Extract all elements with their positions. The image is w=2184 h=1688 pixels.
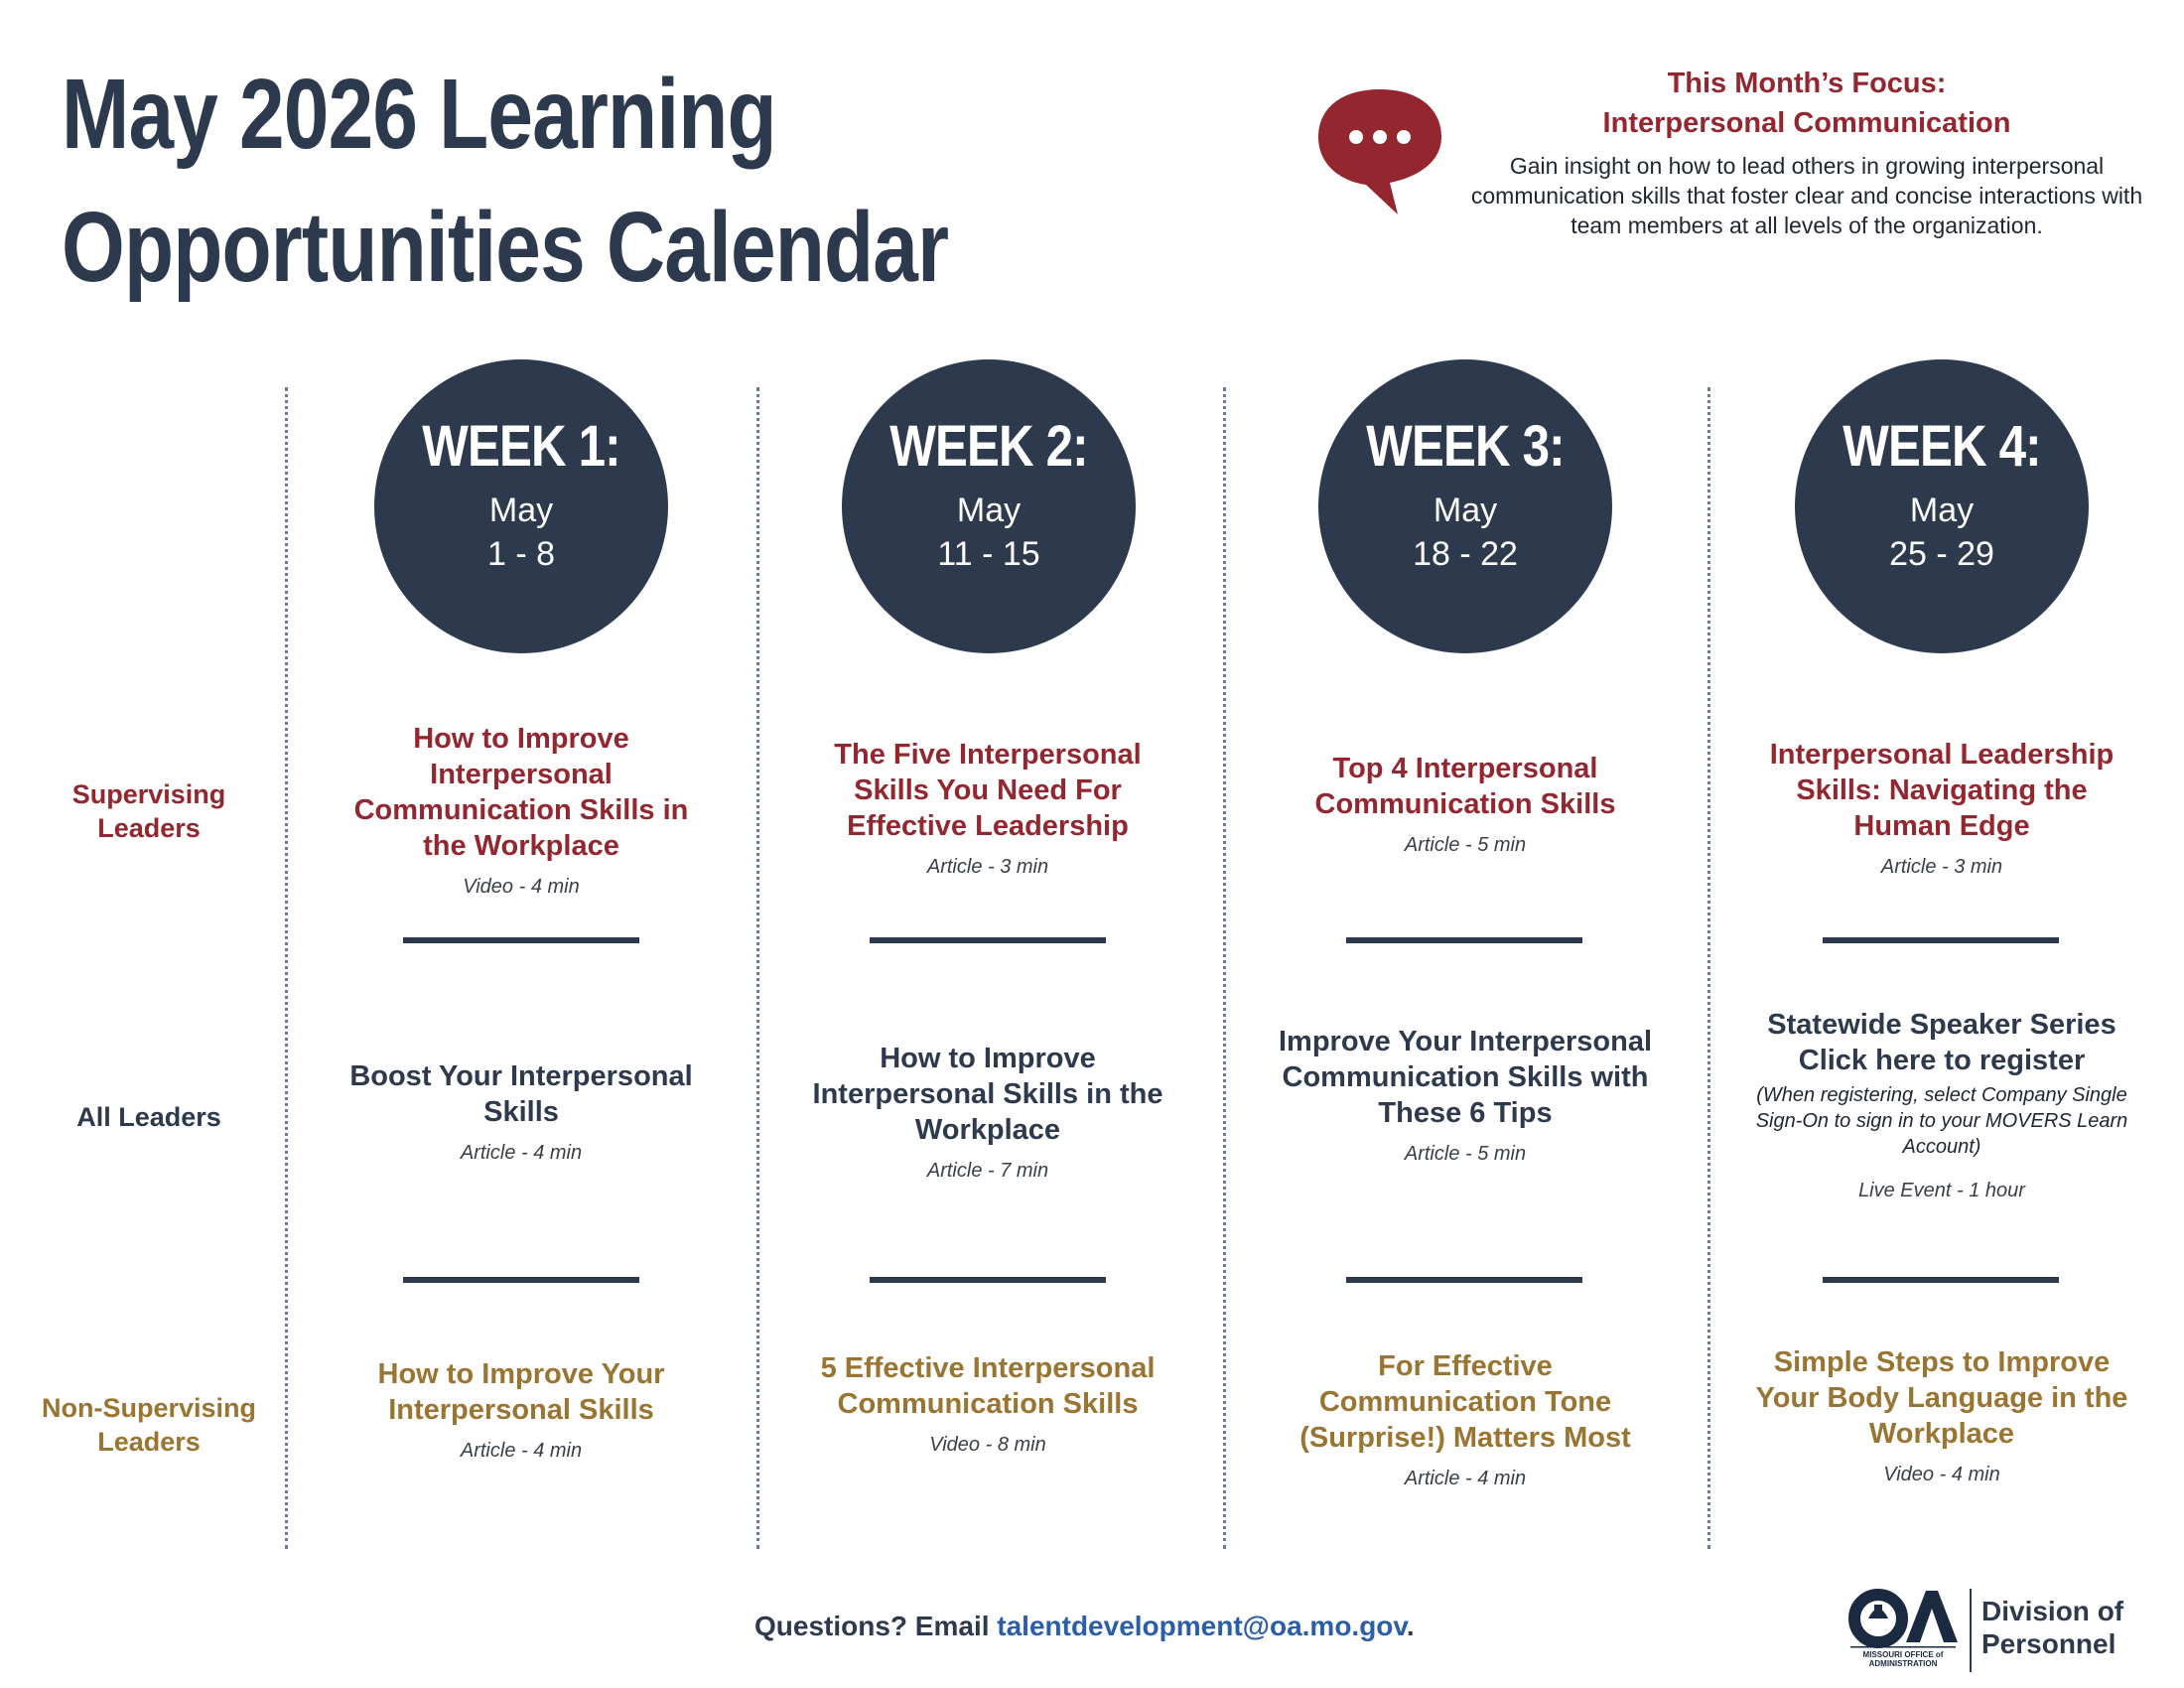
learning-link[interactable]: Interpersonal Leadership Skills: Navigating the Human Edge bbox=[1769, 739, 2115, 842]
week-2-all-item[interactable] bbox=[799, 1041, 1176, 1184]
row-divider bbox=[1823, 937, 2059, 943]
logo-text-line1: Division of bbox=[1981, 1596, 2124, 1626]
row-divider bbox=[403, 1277, 639, 1283]
row-divider bbox=[1346, 1277, 1582, 1283]
logo-text-line2: Personnel bbox=[1981, 1628, 2116, 1659]
contact-footer bbox=[754, 1609, 1415, 1644]
format-duration: Article - 3 min bbox=[1880, 856, 2003, 878]
row-divider bbox=[403, 937, 639, 943]
row-divider bbox=[870, 1277, 1106, 1283]
format-duration: Article - 4 min bbox=[1404, 1468, 1527, 1489]
row-label-all: All Leaders bbox=[76, 1102, 221, 1132]
speech-bubble-icon bbox=[1310, 79, 1449, 218]
week-dates: 25 - 29 bbox=[1889, 535, 1994, 573]
format-duration: Article - 4 min bbox=[460, 1440, 583, 1462]
event-title: Statewide Speaker Series bbox=[1767, 1009, 2116, 1041]
division-of-personnel-logo bbox=[1848, 1585, 2142, 1676]
row-label-supervising-line2: Leaders bbox=[97, 813, 201, 843]
row-divider bbox=[1823, 1277, 2059, 1283]
column-divider bbox=[1223, 387, 1226, 1549]
learning-link[interactable]: Improve Your Interpersonal Communication Skills with These 6 Tips bbox=[1278, 1026, 1653, 1129]
learning-link[interactable]: How to Improve Your Interpersonal Skills bbox=[377, 1358, 665, 1426]
week-dates: 11 - 15 bbox=[937, 535, 1040, 573]
column-divider bbox=[756, 387, 759, 1549]
week-4-supervising-item[interactable] bbox=[1753, 737, 2130, 880]
week-month: May bbox=[956, 492, 1022, 529]
week-dates: 1 - 8 bbox=[486, 535, 556, 573]
learning-link[interactable]: How to Improve Interpersonal Skills in the Workplace bbox=[812, 1043, 1163, 1146]
format-duration: Article - 4 min bbox=[460, 1142, 583, 1164]
learning-link[interactable]: 5 Effective Interpersonal Communication Skills bbox=[820, 1352, 1156, 1420]
week-3-non-item[interactable] bbox=[1277, 1348, 1654, 1491]
focus-title-line1: This Month’s Focus: bbox=[1667, 68, 1947, 99]
footer-prefix: Questions? Email bbox=[754, 1611, 998, 1641]
week-month: May bbox=[1909, 492, 1975, 529]
format-duration: Live Event - 1 hour bbox=[1858, 1180, 2025, 1201]
monthly-focus bbox=[1469, 64, 2144, 240]
row-label-non-supervising bbox=[20, 1391, 278, 1459]
learning-link[interactable]: Boost Your Interpersonal Skills bbox=[349, 1060, 693, 1128]
focus-description: Gain insight on how to lead others in growing interpersonal communication skills that foster clear and concise interactions with team members at all levels of the organization. bbox=[1470, 153, 2143, 238]
week-label: WEEK 3: bbox=[1366, 414, 1565, 479]
week-2-supervising-item[interactable] bbox=[799, 737, 1176, 880]
registration-note: (When registering, select Company Single Sign-On to sign in to your MOVERS Learn Account) bbox=[1755, 1084, 2128, 1158]
row-label-supervising-line1: Supervising bbox=[71, 779, 226, 809]
format-duration: Video - 8 min bbox=[929, 1434, 1046, 1456]
logo-subtitle: MISSOURI OFFICE of ADMINISTRATION bbox=[1862, 1650, 1944, 1668]
week-4-badge bbox=[1795, 359, 2089, 653]
week-label: WEEK 1: bbox=[422, 414, 620, 479]
format-duration: Article - 5 min bbox=[1404, 1143, 1527, 1165]
page-title-line2: Opportunities Calendar bbox=[62, 192, 949, 303]
week-1-all-item[interactable] bbox=[333, 1058, 710, 1166]
format-duration: Article - 7 min bbox=[926, 1160, 1049, 1182]
logo-text bbox=[1981, 1595, 2123, 1660]
logo-separator bbox=[1970, 1589, 1972, 1672]
week-1-badge bbox=[374, 359, 668, 653]
week-1-supervising-item[interactable] bbox=[333, 721, 710, 900]
row-label-supervising bbox=[20, 777, 278, 845]
focus-title bbox=[1469, 64, 2144, 143]
week-3-badge bbox=[1318, 359, 1612, 653]
page-title bbox=[62, 48, 1143, 314]
week-2-badge bbox=[842, 359, 1136, 653]
week-3-supervising-item[interactable] bbox=[1277, 751, 1654, 858]
row-divider bbox=[870, 937, 1106, 943]
focus-title-line2: Interpersonal Communication bbox=[1602, 107, 2011, 139]
format-duration: Video - 4 min bbox=[463, 876, 580, 898]
week-label: WEEK 4: bbox=[1843, 414, 2041, 479]
column-divider bbox=[1707, 387, 1710, 1549]
learning-link[interactable]: Simple Steps to Improve Your Body Language in the Workplace bbox=[1755, 1346, 2128, 1450]
week-1-non-item[interactable] bbox=[333, 1356, 710, 1464]
format-duration: Article - 5 min bbox=[1404, 834, 1527, 856]
row-label-non-line1: Non-Supervising bbox=[41, 1393, 256, 1423]
learning-link[interactable]: How to Improve Interpersonal Communication Skills in the Workplace bbox=[353, 723, 689, 862]
week-dates: 18 - 22 bbox=[1413, 535, 1518, 573]
email-link[interactable]: talentdevelopment@oa.mo.gov bbox=[997, 1611, 1407, 1641]
row-divider bbox=[1346, 937, 1582, 943]
column-divider bbox=[285, 387, 288, 1549]
footer-suffix: . bbox=[1406, 1611, 1415, 1641]
page-title-line1: May 2026 Learning bbox=[62, 59, 776, 170]
learning-link[interactable]: Top 4 Interpersonal Communication Skills bbox=[1314, 753, 1616, 820]
week-3-all-item[interactable] bbox=[1277, 1024, 1654, 1167]
week-month: May bbox=[488, 492, 554, 529]
week-month: May bbox=[1433, 492, 1498, 529]
learning-link[interactable]: The Five Interpersonal Skills You Need For Effective Leadership bbox=[834, 739, 1142, 842]
week-4-all-item[interactable] bbox=[1733, 1007, 2150, 1203]
format-duration: Article - 3 min bbox=[926, 856, 1049, 878]
format-duration: Video - 4 min bbox=[1883, 1464, 2000, 1485]
week-4-non-item[interactable] bbox=[1753, 1344, 2130, 1487]
week-2-non-item[interactable] bbox=[799, 1350, 1176, 1458]
register-link[interactable]: Click here to register bbox=[1798, 1045, 2086, 1076]
learning-link[interactable]: For Effective Communication Tone (Surprise!) Matters Most bbox=[1299, 1350, 1631, 1454]
row-label-non-line2: Leaders bbox=[97, 1427, 201, 1457]
week-label: WEEK 2: bbox=[889, 414, 1088, 479]
